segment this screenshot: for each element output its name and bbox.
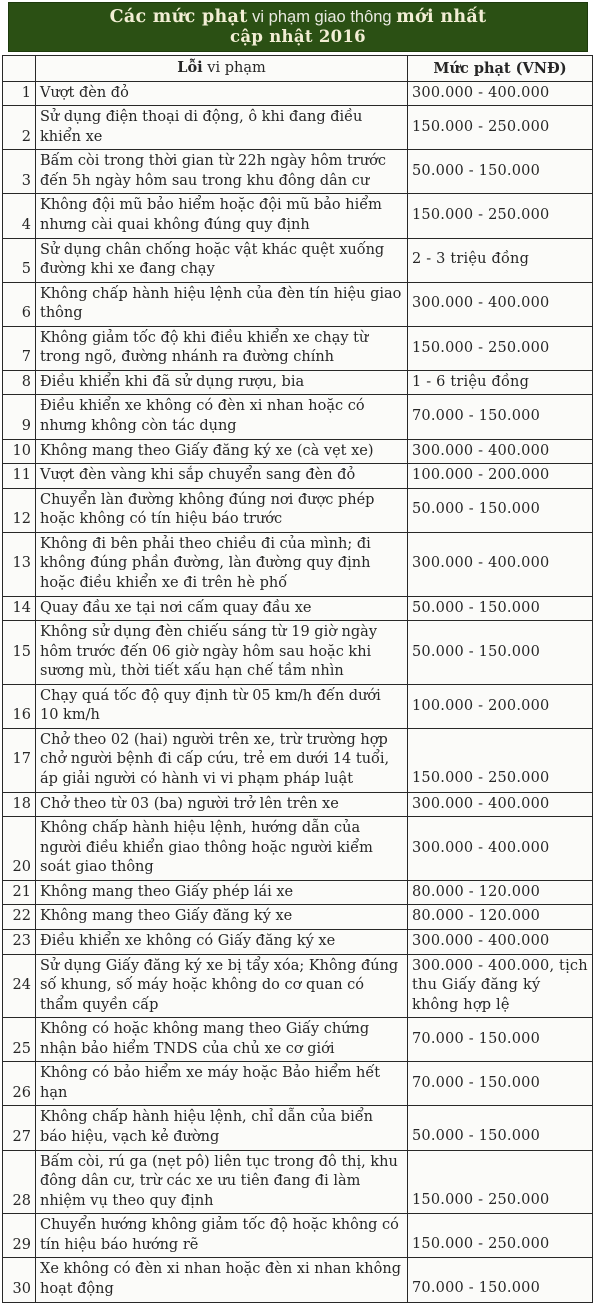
fine-cell: 150.000 - 250.000 bbox=[408, 728, 593, 792]
table-row bbox=[3, 106, 593, 150]
fine-cell: 300.000 - 400.000 bbox=[408, 817, 593, 881]
row-number: 3 bbox=[3, 150, 36, 194]
violation-cell: Không mang theo Giấy đăng ký xe (cà vẹt xe) bbox=[36, 439, 408, 464]
table-row bbox=[3, 81, 593, 106]
violation-cell: Vượt đèn đỏ bbox=[36, 81, 408, 106]
title-line-1 bbox=[11, 7, 585, 27]
violation-cell: Chuyển làn đường không đúng nơi được phép hoặc không có tín hiệu báo trước bbox=[36, 488, 408, 532]
table-row bbox=[3, 395, 593, 439]
header-cell-fine: Mức phạt (VNĐ) bbox=[408, 56, 593, 82]
fine-cell: 300.000 - 400.000 bbox=[408, 532, 593, 596]
table-row bbox=[3, 1062, 593, 1106]
violation-cell: Vượt đèn vàng khi sắp chuyển sang đèn đỏ bbox=[36, 464, 408, 489]
row-number: 28 bbox=[3, 1150, 36, 1214]
row-number: 9 bbox=[3, 395, 36, 439]
row-number: 20 bbox=[3, 817, 36, 881]
fine-cell: 150.000 - 250.000 bbox=[408, 1214, 593, 1258]
table-row bbox=[3, 728, 593, 792]
violation-cell: Không đội mũ bảo hiểm hoặc đội mũ bảo hiểm nhưng cài quai không đúng quy định bbox=[36, 194, 408, 238]
title-banner bbox=[8, 2, 588, 52]
fine-cell: 1 - 6 triệu đồng bbox=[408, 370, 593, 395]
title-regular-mid: vi phạm giao thông bbox=[247, 8, 397, 26]
table-row bbox=[3, 929, 593, 954]
row-number: 29 bbox=[3, 1214, 36, 1258]
row-number: 26 bbox=[3, 1062, 36, 1106]
table-row bbox=[3, 817, 593, 881]
violation-cell: Xe không có đèn xi nhan hoặc đèn xi nhan không hoạt động bbox=[36, 1258, 408, 1302]
row-number: 27 bbox=[3, 1106, 36, 1150]
row-number: 16 bbox=[3, 684, 36, 728]
violation-header-rest: vi phạm bbox=[202, 60, 266, 76]
fine-cell: 300.000 - 400.000 bbox=[408, 792, 593, 817]
fine-cell: 70.000 - 150.000 bbox=[408, 1018, 593, 1062]
violation-cell: Quay đầu xe tại nơi cấm quay đầu xe bbox=[36, 596, 408, 621]
table-row bbox=[3, 532, 593, 596]
violation-cell: Sử dụng điện thoại di động, ô khi đang điều khiển xe bbox=[36, 106, 408, 150]
fines-table-header bbox=[3, 56, 593, 82]
header-cell-number bbox=[3, 56, 36, 82]
violation-cell: Chở theo từ 03 (ba) người trở lên trên xe bbox=[36, 792, 408, 817]
fines-table bbox=[2, 55, 593, 1303]
violation-cell: Chở theo 02 (hai) người trên xe, trừ trường hợp chở người bệnh đi cấp cứu, trẻ em dưới 14 tuổi, áp giải người có hành vi vi phạm pháp luật bbox=[36, 728, 408, 792]
fine-cell: 150.000 - 250.000 bbox=[408, 1150, 593, 1214]
table-row bbox=[3, 282, 593, 326]
table-row bbox=[3, 1150, 593, 1214]
violation-cell: Không đi bên phải theo chiều đi của mình; đi không đúng phần đường, làn đường quy định hoặc điều khiển xe đi trên hè phố bbox=[36, 532, 408, 596]
fine-cell: 70.000 - 150.000 bbox=[408, 1062, 593, 1106]
table-row bbox=[3, 464, 593, 489]
header-row bbox=[3, 56, 593, 82]
fine-cell: 150.000 - 250.000 bbox=[408, 326, 593, 370]
row-number: 7 bbox=[3, 326, 36, 370]
violation-cell: Không chấp hành hiệu lệnh của đèn tín hiệu giao thông bbox=[36, 282, 408, 326]
fines-table-body bbox=[3, 81, 593, 1302]
violation-cell: Không sử dụng đèn chiếu sáng từ 19 giờ ngày hôm trước đến 06 giờ ngày hôm sau hoặc khi sương mù, thời tiết xấu hạn chế tầm nhìn bbox=[36, 621, 408, 685]
row-number: 22 bbox=[3, 905, 36, 930]
violation-cell: Không chấp hành hiệu lệnh, hướng dẫn của người điều khiển giao thông hoặc người kiểm soát giao thông bbox=[36, 817, 408, 881]
title-bold-lead: Các mức phạt bbox=[109, 7, 248, 27]
violation-cell: Không mang theo Giấy đăng ký xe bbox=[36, 905, 408, 930]
fine-cell: 300.000 - 400.000 bbox=[408, 439, 593, 464]
table-row bbox=[3, 150, 593, 194]
title-subtitle: cập nhật 2016 bbox=[230, 27, 366, 46]
fine-cell: 150.000 - 250.000 bbox=[408, 106, 593, 150]
violation-cell: Điều khiển khi đã sử dụng rượu, bia bbox=[36, 370, 408, 395]
table-row bbox=[3, 905, 593, 930]
table-row bbox=[3, 194, 593, 238]
fine-cell: 50.000 - 150.000 bbox=[408, 488, 593, 532]
fine-cell: 80.000 - 120.000 bbox=[408, 905, 593, 930]
row-number: 23 bbox=[3, 929, 36, 954]
row-number: 17 bbox=[3, 728, 36, 792]
fine-cell: 100.000 - 200.000 bbox=[408, 684, 593, 728]
table-row bbox=[3, 684, 593, 728]
row-number: 25 bbox=[3, 1018, 36, 1062]
table-row bbox=[3, 1258, 593, 1302]
violation-cell: Điều khiển xe không có đèn xi nhan hoặc có nhưng không còn tác dụng bbox=[36, 395, 408, 439]
table-row bbox=[3, 1214, 593, 1258]
table-row bbox=[3, 621, 593, 685]
table-row bbox=[3, 880, 593, 905]
table-row bbox=[3, 370, 593, 395]
violation-cell: Không có hoặc không mang theo Giấy chứng nhận bảo hiểm TNDS của chủ xe cơ giới bbox=[36, 1018, 408, 1062]
table-row bbox=[3, 326, 593, 370]
row-number: 21 bbox=[3, 880, 36, 905]
table-row bbox=[3, 1018, 593, 1062]
fine-cell: 150.000 - 250.000 bbox=[408, 194, 593, 238]
violation-cell: Sử dụng Giấy đăng ký xe bị tẩy xóa; Không đúng số khung, số máy hoặc không do cơ quan có thẩm quyền cấp bbox=[36, 954, 408, 1018]
violation-cell: Không giảm tốc độ khi điều khiển xe chạy từ trong ngõ, đường nhánh ra đường chính bbox=[36, 326, 408, 370]
row-number: 30 bbox=[3, 1258, 36, 1302]
row-number: 1 bbox=[3, 81, 36, 106]
table-row bbox=[3, 792, 593, 817]
fine-cell: 300.000 - 400.000 bbox=[408, 282, 593, 326]
row-number: 2 bbox=[3, 106, 36, 150]
violation-cell: Sử dụng chân chống hoặc vật khác quệt xuống đường khi xe đang chạy bbox=[36, 238, 408, 282]
violation-header-bold: Lỗi bbox=[177, 59, 203, 76]
row-number: 10 bbox=[3, 439, 36, 464]
table-row bbox=[3, 488, 593, 532]
fine-cell: 300.000 - 400.000, tịch thu Giấy đăng ký không hợp lệ bbox=[408, 954, 593, 1018]
title-bold-tail: mới nhất bbox=[396, 7, 487, 27]
row-number: 12 bbox=[3, 488, 36, 532]
table-row bbox=[3, 1106, 593, 1150]
fine-cell: 300.000 - 400.000 bbox=[408, 81, 593, 106]
row-number: 18 bbox=[3, 792, 36, 817]
violation-cell: Điều khiển xe không có Giấy đăng ký xe bbox=[36, 929, 408, 954]
row-number: 6 bbox=[3, 282, 36, 326]
fine-cell: 50.000 - 150.000 bbox=[408, 1106, 593, 1150]
violation-cell: Chạy quá tốc độ quy định từ 05 km/h đến dưới 10 km/h bbox=[36, 684, 408, 728]
row-number: 24 bbox=[3, 954, 36, 1018]
violation-cell: Bấm còi trong thời gian từ 22h ngày hôm trước đến 5h ngày hôm sau trong khu đông dân cư bbox=[36, 150, 408, 194]
violation-cell: Không có bảo hiểm xe máy hoặc Bảo hiểm hết hạn bbox=[36, 1062, 408, 1106]
row-number: 14 bbox=[3, 596, 36, 621]
violation-cell: Không mang theo Giấy phép lái xe bbox=[36, 880, 408, 905]
fine-cell: 80.000 - 120.000 bbox=[408, 880, 593, 905]
table-row bbox=[3, 596, 593, 621]
violation-cell: Không chấp hành hiệu lệnh, chỉ dẫn của biển báo hiệu, vạch kẻ đường bbox=[36, 1106, 408, 1150]
table-row bbox=[3, 238, 593, 282]
row-number: 15 bbox=[3, 621, 36, 685]
row-number: 13 bbox=[3, 532, 36, 596]
fine-cell: 50.000 - 150.000 bbox=[408, 596, 593, 621]
row-number: 11 bbox=[3, 464, 36, 489]
fine-cell: 100.000 - 200.000 bbox=[408, 464, 593, 489]
table-row bbox=[3, 439, 593, 464]
violation-cell: Chuyển hướng không giảm tốc độ hoặc không có tín hiệu báo hướng rẽ bbox=[36, 1214, 408, 1258]
row-number: 4 bbox=[3, 194, 36, 238]
fine-cell: 50.000 - 150.000 bbox=[408, 621, 593, 685]
row-number: 5 bbox=[3, 238, 36, 282]
fine-cell: 70.000 - 150.000 bbox=[408, 395, 593, 439]
page bbox=[0, 2, 600, 1303]
table-row bbox=[3, 954, 593, 1018]
violation-cell: Bấm còi, rú ga (nẹt pô) liên tục trong đô thị, khu đông dân cư, trừ các xe ưu tiên đang đi làm nhiệm vụ theo quy định bbox=[36, 1150, 408, 1214]
row-number: 8 bbox=[3, 370, 36, 395]
fine-cell: 50.000 - 150.000 bbox=[408, 150, 593, 194]
fine-cell: 70.000 - 150.000 bbox=[408, 1258, 593, 1302]
fine-cell: 300.000 - 400.000 bbox=[408, 929, 593, 954]
header-cell-violation bbox=[36, 56, 408, 82]
fine-cell: 2 - 3 triệu đồng bbox=[408, 238, 593, 282]
